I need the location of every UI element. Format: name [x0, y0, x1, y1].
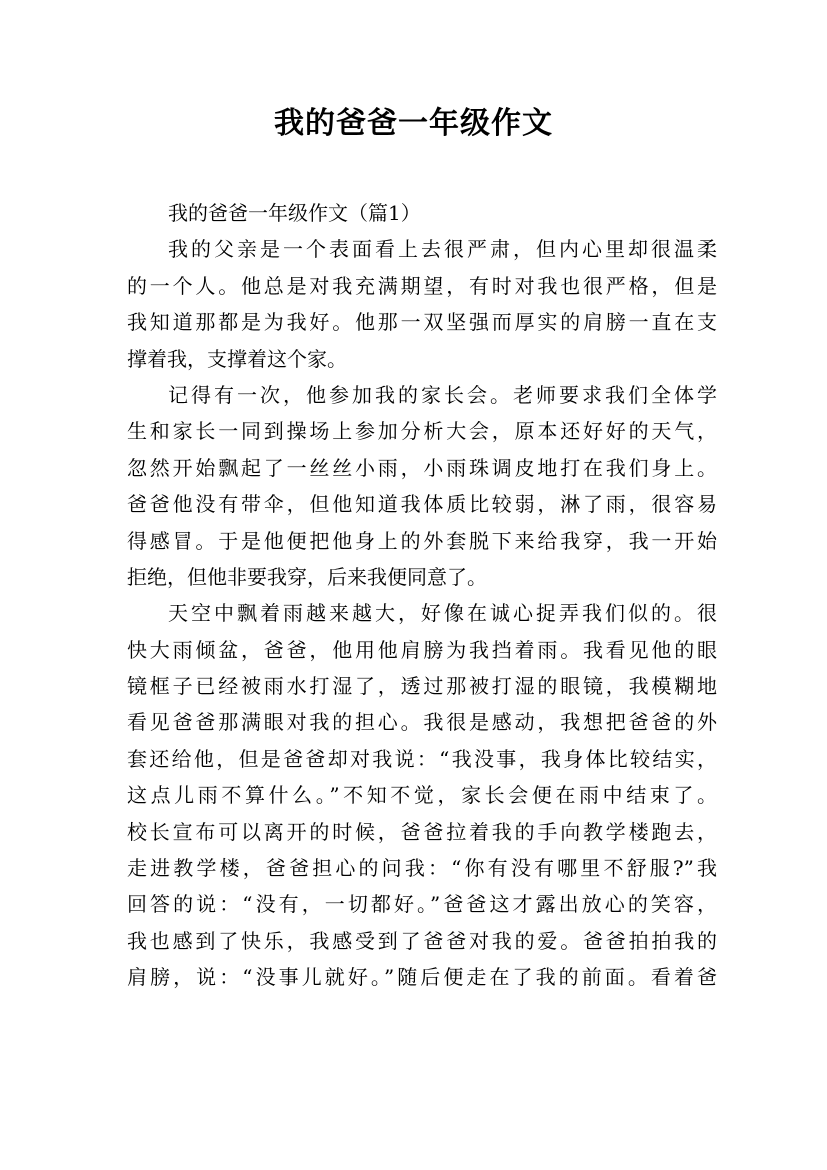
text-line: 套还给他，但是爸爸却对我说：“我没事，我身体比较结实，	[127, 746, 717, 771]
text-line: 我的父亲是一个表面看上去很严肃，但内心里却很温柔	[168, 237, 717, 262]
text-line: 忽然开始飘起了一丝丝小雨，小雨珠调皮地打在我们身上。	[127, 455, 717, 480]
text-line: 镜框子已经被雨水打湿了，透过那被打湿的眼镜，我模糊地	[127, 674, 717, 699]
text-line: 爸爸他没有带伞，但他知道我体质比较弱，淋了雨，很容易	[127, 492, 717, 517]
text-line: 肩膀，说：“没事儿就好。”随后便走在了我的前面。看着爸	[127, 965, 717, 990]
text-line: 这点儿雨不算什么。”不知不觉，家长会便在雨中结束了。	[127, 783, 717, 808]
text-line: 校长宣布可以离开的时候，爸爸拉着我的手向教学楼跑去，	[127, 819, 717, 844]
text-line: 生和家长一同到操场上参加分析大会，原本还好好的天气，	[127, 419, 717, 444]
text-line: 快大雨倾盆，爸爸，他用他肩膀为我挡着雨。我看见他的眼	[127, 637, 717, 662]
text-line: 走进教学楼，爸爸担心的问我：“你有没有哪里不舒服?”我	[127, 856, 717, 881]
section-heading: 我的爸爸一年级作文（篇1）	[168, 201, 421, 225]
text-line: 看见爸爸那满眼对我的担心。我很是感动，我想把爸爸的外	[127, 710, 717, 735]
text-line: 我知道那都是为我好。他那一双坚强而厚实的肩膀一直在支	[127, 310, 717, 335]
text-line: 回答的说：“没有，一切都好。”爸爸这才露出放心的笑容，	[127, 892, 717, 917]
text-line: 撑着我，支撑着这个家。	[127, 346, 347, 371]
document-body	[127, 195, 717, 996]
text-line: 天空中飘着雨越来越大，好像在诚心捉弄我们似的。很	[168, 601, 717, 626]
text-line: 得感冒。于是他便把他身上的外套脱下来给我穿，我一开始	[127, 528, 717, 553]
document-title: 我的爸爸一年级作文	[274, 106, 553, 141]
text-line: 拒绝，但他非要我穿，后来我便同意了。	[127, 564, 487, 589]
text-line: 的一个人。他总是对我充满期望，有时对我也很严格，但是	[127, 273, 717, 298]
text-line: 我也感到了快乐，我感受到了爸爸对我的爱。爸爸拍拍我的	[127, 928, 717, 953]
text-line: 记得有一次，他参加我的家长会。老师要求我们全体学	[168, 382, 717, 407]
